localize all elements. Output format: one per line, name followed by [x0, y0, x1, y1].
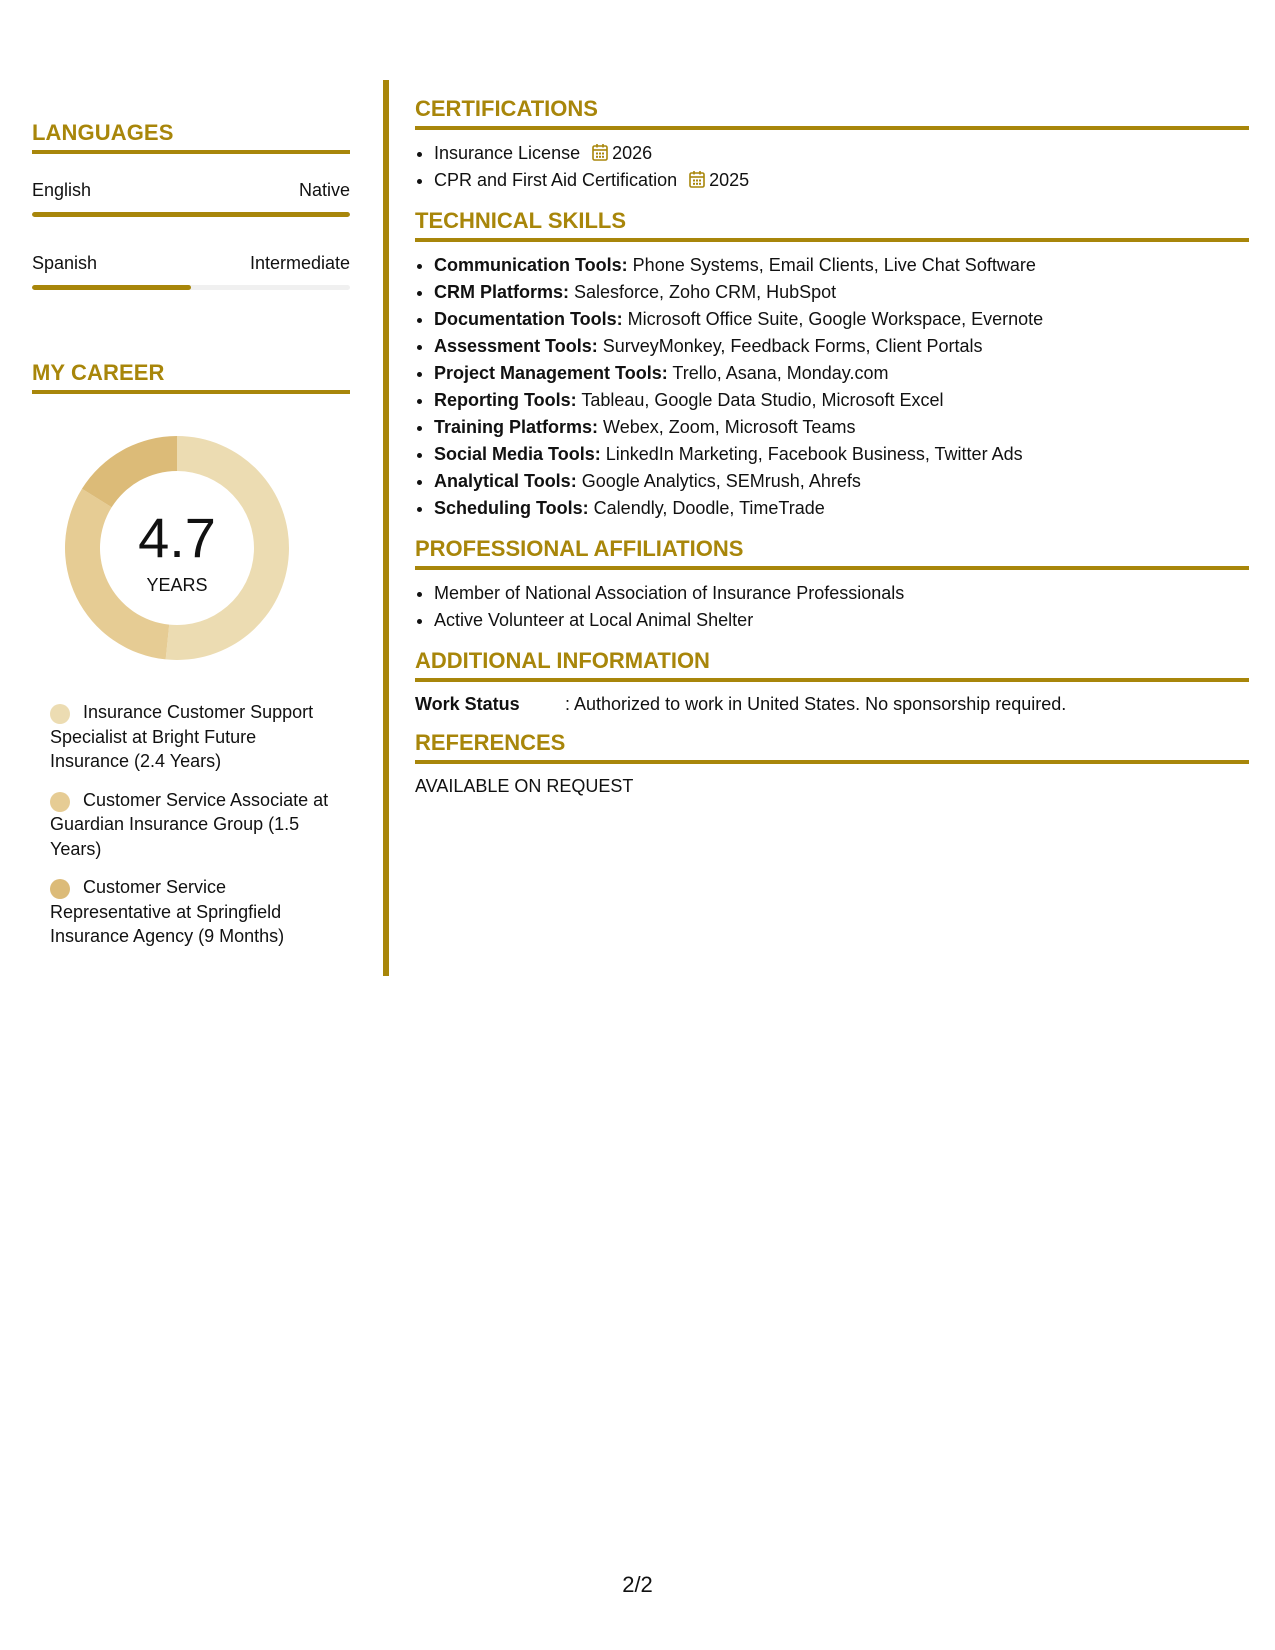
- career-legend-dot: [50, 879, 70, 899]
- references-text: AVAILABLE ON REQUEST: [415, 776, 634, 796]
- languages-section: [32, 120, 350, 290]
- skill-category: Scheduling Tools:: [434, 498, 589, 518]
- technical-skill-item: [434, 414, 1249, 441]
- affiliations-list: [415, 580, 1249, 634]
- career-item-label: Customer Service Associate at Guardian Insurance Group (1.5 Years): [50, 789, 329, 859]
- affiliation-item: • Active Volunteer at Local Animal Shelter: [434, 607, 1249, 634]
- career-title: MY CAREER: [32, 360, 350, 394]
- certifications-list: [415, 140, 1249, 194]
- references-title: REFERENCES: [415, 730, 1249, 764]
- skill-values: SurveyMonkey, Feedback Forms, Client Portals: [597, 336, 983, 356]
- references-section: [415, 730, 1249, 798]
- technical-skill-item: [434, 306, 1249, 333]
- work-status-label: Work Status: [415, 694, 520, 714]
- skill-values: Salesforce, Zoho CRM, HubSpot: [569, 282, 837, 302]
- certification-item: [434, 140, 1249, 167]
- work-status-value: : Authorized to work in United States. No sponsorship required.: [565, 694, 1067, 714]
- technical-skill-item: [434, 387, 1249, 414]
- language-proficiency-fill: [32, 285, 191, 290]
- skill-values: LinkedIn Marketing, Facebook Business, Twitter Ads: [600, 444, 1023, 464]
- career-total-value: 4.7: [138, 506, 216, 569]
- skill-category: Assessment Tools:: [434, 336, 598, 356]
- skill-category: Communication Tools:: [434, 255, 628, 275]
- certification-name: Insurance License: [434, 143, 581, 163]
- column-divider: [383, 80, 389, 976]
- page-number: 2/2: [622, 1572, 653, 1597]
- languages-title: LANGUAGES: [32, 120, 350, 154]
- language-item: [32, 251, 350, 290]
- skill-values: Microsoft Office Suite, Google Workspace, Evernote: [622, 309, 1044, 329]
- technical-skills-title: TECHNICAL SKILLS: [415, 208, 1249, 242]
- skill-values: Google Analytics, SEMrush, Ahrefs: [576, 471, 861, 491]
- technical-skill-item: [434, 279, 1249, 306]
- career-donut-chart: [65, 436, 289, 660]
- technical-skill-item: [434, 333, 1249, 360]
- skill-category: Reporting Tools:: [434, 390, 577, 410]
- skill-category: Training Platforms:: [434, 417, 599, 437]
- skill-category: Project Management Tools:: [434, 363, 668, 383]
- additional-info-section: [415, 648, 1249, 716]
- skill-category: Documentation Tools:: [434, 309, 623, 329]
- certification-year: 2025: [709, 170, 750, 190]
- language-proficiency-fill: [32, 212, 350, 217]
- additional-info-title: ADDITIONAL INFORMATION: [415, 648, 1249, 682]
- career-item-label: Insurance Customer Support Specialist at Bright Future Insurance (2.4 Years): [50, 702, 314, 771]
- language-item: [32, 178, 350, 217]
- career-item: [50, 875, 340, 949]
- affiliations-section: [415, 536, 1249, 634]
- technical-skill-item: [434, 360, 1249, 387]
- certifications-title: CERTIFICATIONS: [415, 96, 1249, 130]
- skill-values: Calendly, Doodle, TimeTrade: [588, 498, 825, 518]
- certification-item: [434, 167, 1249, 194]
- language-proficiency-bar: [32, 285, 350, 290]
- career-section: [32, 360, 350, 394]
- career-legend-dot: [50, 792, 70, 812]
- technical-skill-item: [434, 441, 1249, 468]
- work-status-row: [415, 692, 1249, 716]
- calendar-icon: [689, 170, 705, 188]
- affiliation-item: • Member of National Association of Insurance Professionals: [434, 580, 1249, 607]
- career-list: [50, 700, 340, 963]
- career-total-unit: YEARS: [146, 575, 208, 595]
- calendar-icon: [592, 143, 608, 161]
- technical-skill-item: [434, 495, 1249, 522]
- skill-values: Tableau, Google Data Studio, Microsoft Excel: [576, 390, 944, 410]
- skill-values: Trello, Asana, Monday.com: [667, 363, 889, 383]
- skill-values: Webex, Zoom, Microsoft Teams: [598, 417, 856, 437]
- certifications-section: [415, 96, 1249, 194]
- language-proficiency-bar: [32, 212, 350, 217]
- skill-category: Analytical Tools:: [434, 471, 577, 491]
- language-name: Spanish: [32, 253, 98, 273]
- skill-category: CRM Platforms:: [434, 282, 570, 302]
- certification-year: 2026: [612, 143, 653, 163]
- language-level: Native: [298, 180, 350, 200]
- career-item-label: Customer Service Representative at Springfield Insurance Agency (9 Months): [50, 877, 285, 946]
- technical-skill-item: [434, 468, 1249, 495]
- affiliations-title: PROFESSIONAL AFFILIATIONS: [415, 536, 1249, 570]
- career-item: [50, 700, 340, 774]
- skill-category: Social Media Tools:: [434, 444, 601, 464]
- language-level: Intermediate: [249, 253, 350, 273]
- languages-list: [32, 178, 350, 290]
- right-column: [415, 96, 1249, 812]
- language-name: English: [32, 180, 92, 200]
- certification-name: CPR and First Aid Certification: [434, 170, 678, 190]
- skill-values: Phone Systems, Email Clients, Live Chat Software: [627, 255, 1036, 275]
- technical-skills-section: [415, 208, 1249, 522]
- technical-skills-list: [415, 252, 1249, 522]
- technical-skill-item: [434, 252, 1249, 279]
- career-legend-dot: [50, 704, 70, 724]
- career-item: [50, 788, 340, 862]
